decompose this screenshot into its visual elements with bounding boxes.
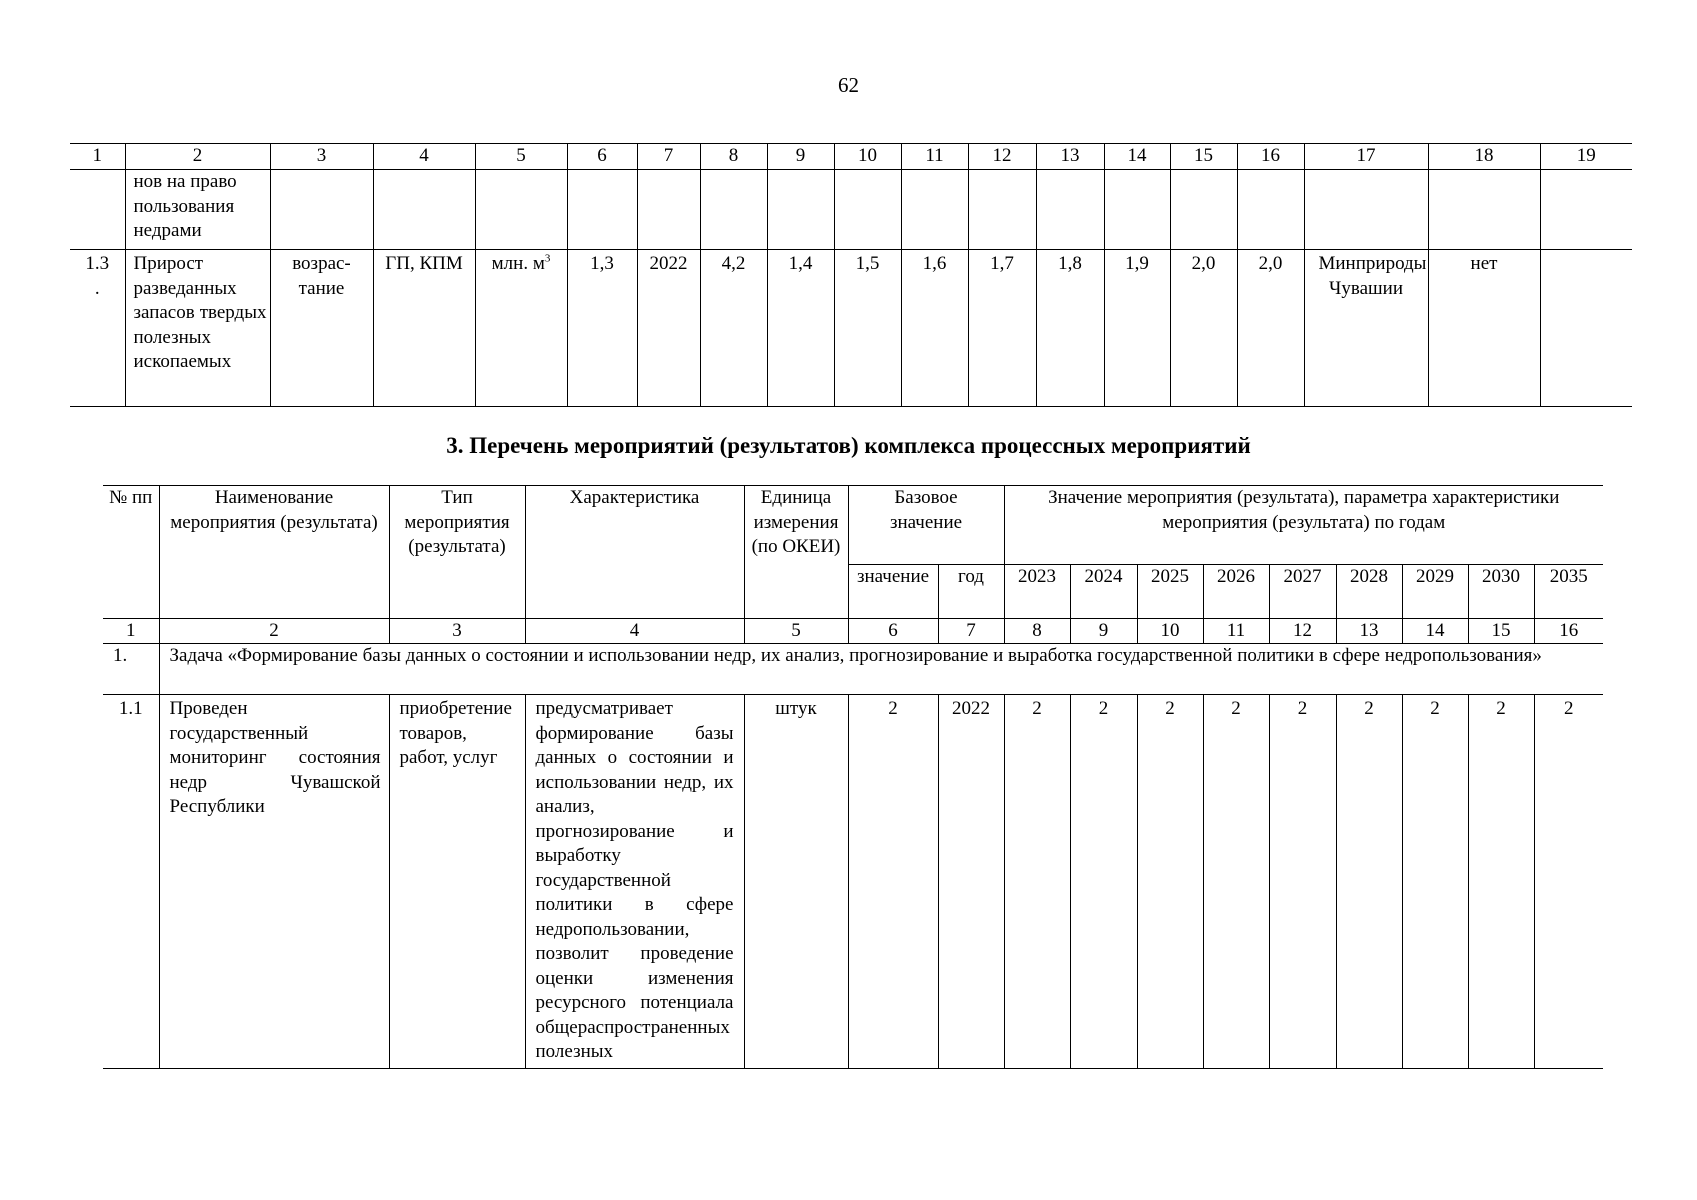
col-number: 9 [767,144,834,170]
year-value: 1,9 [1104,250,1170,407]
measures-table [103,485,1603,1069]
col-number: 17 [1304,144,1428,170]
header-num: № пп [103,486,159,619]
section-title: 3. Перечень мероприятий (результатов) комплекса процессных мероприятий [446,433,1251,458]
year-value: 2 [1468,695,1534,1069]
year-value: 2 [1004,695,1070,1069]
base-year: 2022 [938,695,1004,1069]
row-number: 1.3 . [70,250,125,407]
year-value: 1,6 [901,250,968,407]
header-year: 2027 [1269,565,1336,619]
indicator-name: Прирост разведанных запасов твердых полезных ископаемых [125,250,270,407]
year-value: 2 [1534,695,1603,1069]
col-number: 12 [968,144,1036,170]
col-number: 3 [270,144,373,170]
col-number: 4 [373,144,475,170]
header-year: 2024 [1070,565,1137,619]
row-number: 1.1 [103,695,159,1069]
col-number: 16 [1237,144,1304,170]
indicator-flag: нет [1428,250,1540,407]
table-row [103,695,1603,1069]
col-number: 1 [103,619,159,644]
year-value: 2 [1402,695,1468,1069]
header-year: 2023 [1004,565,1070,619]
indicator-name-continuation: нов на право пользования недрами [125,170,270,250]
responsible-body: Минприроды Чувашии [1304,250,1428,407]
header-name: Наименование мероприятия (результата) [159,486,389,619]
table-row [70,170,1632,250]
col-number: 19 [1540,144,1632,170]
col-number: 4 [525,619,744,644]
year-value: 2 [1336,695,1402,1069]
base-value: 1,3 [567,250,637,407]
header-year: 2028 [1336,565,1402,619]
header-values-group: Значение мероприятия (результата), параметра характеристики мероприятия (результата) по годам [1004,486,1603,565]
col-number: 14 [1104,144,1170,170]
task-number: 1. [103,644,159,695]
year-value: 2 [1269,695,1336,1069]
col-number: 12 [1269,619,1336,644]
col-number: 2 [159,619,389,644]
indicator-level: ГП, КПМ [373,250,475,407]
header-unit: Единица измерения (по ОКЕИ) [744,486,848,619]
year-value: 1,7 [968,250,1036,407]
header-type: Тип мероприятия (результата) [389,486,525,619]
col-number: 10 [834,144,901,170]
year-value: 4,2 [700,250,767,407]
year-value: 2 [1070,695,1137,1069]
empty-cell [1540,250,1632,407]
col-number: 16 [1534,619,1603,644]
header-base: Базовое значение [848,486,1004,565]
col-number: 18 [1428,144,1540,170]
table-row [70,250,1632,407]
column-number-row [103,619,1603,644]
indicators-table-continuation [70,143,1632,407]
col-number: 11 [1203,619,1269,644]
header-year: 2025 [1137,565,1203,619]
col-number: 8 [700,144,767,170]
year-value: 1,5 [834,250,901,407]
header-row [103,486,1603,565]
base-year: 2022 [637,250,700,407]
year-value: 1,4 [767,250,834,407]
header-year: 2035 [1534,565,1603,619]
base-value: 2 [848,695,938,1069]
col-number: 6 [567,144,637,170]
col-number: 11 [901,144,968,170]
col-number: 5 [475,144,567,170]
header-year: 2030 [1468,565,1534,619]
col-number: 5 [744,619,848,644]
year-value: 2,0 [1170,250,1237,407]
col-number: 13 [1336,619,1402,644]
col-number: 15 [1468,619,1534,644]
page-number: 62 [838,73,859,97]
header-base-year: год [938,565,1004,619]
year-value: 2 [1137,695,1203,1069]
measure-characteristic: предусматривает формирование базы данных о состоянии и использовании недр, их анализ, прогнозирование и выработку государственной политики в сфере недропользовании, позволит проведение оценки изменения ресурсного потенциала общераспространенных полезных [525,695,744,1069]
col-number: 7 [637,144,700,170]
col-number: 3 [389,619,525,644]
year-value: 2,0 [1237,250,1304,407]
measure-unit: штук [744,695,848,1069]
col-number: 7 [938,619,1004,644]
col-number: 2 [125,144,270,170]
col-number: 6 [848,619,938,644]
col-number: 8 [1004,619,1070,644]
header-year: 2029 [1402,565,1468,619]
measure-type: приобретение товаров, работ, услуг [389,695,525,1069]
header-base-value: значение [848,565,938,619]
measure-name: Проведен государственный мониторинг состояния недр Чувашской Республики [159,695,389,1069]
year-value: 1,8 [1036,250,1104,407]
col-number: 10 [1137,619,1203,644]
indicator-unit: млн. $м^3$ [475,250,567,407]
column-number-row [70,144,1632,170]
col-number: 13 [1036,144,1104,170]
header-characteristic: Характеристика [525,486,744,619]
col-number: 14 [1402,619,1468,644]
col-number: 9 [1070,619,1137,644]
task-text: Задача «Формирование базы данных о состоянии и использовании недр, их анализ, прогнозирование и выработка государственной политики в сфере недропользования» [159,644,1603,695]
task-row [103,644,1603,695]
col-number: 15 [1170,144,1237,170]
year-value: 2 [1203,695,1269,1069]
col-number: 1 [70,144,125,170]
indicator-direction: возрас-тание [270,250,373,407]
header-year: 2026 [1203,565,1269,619]
